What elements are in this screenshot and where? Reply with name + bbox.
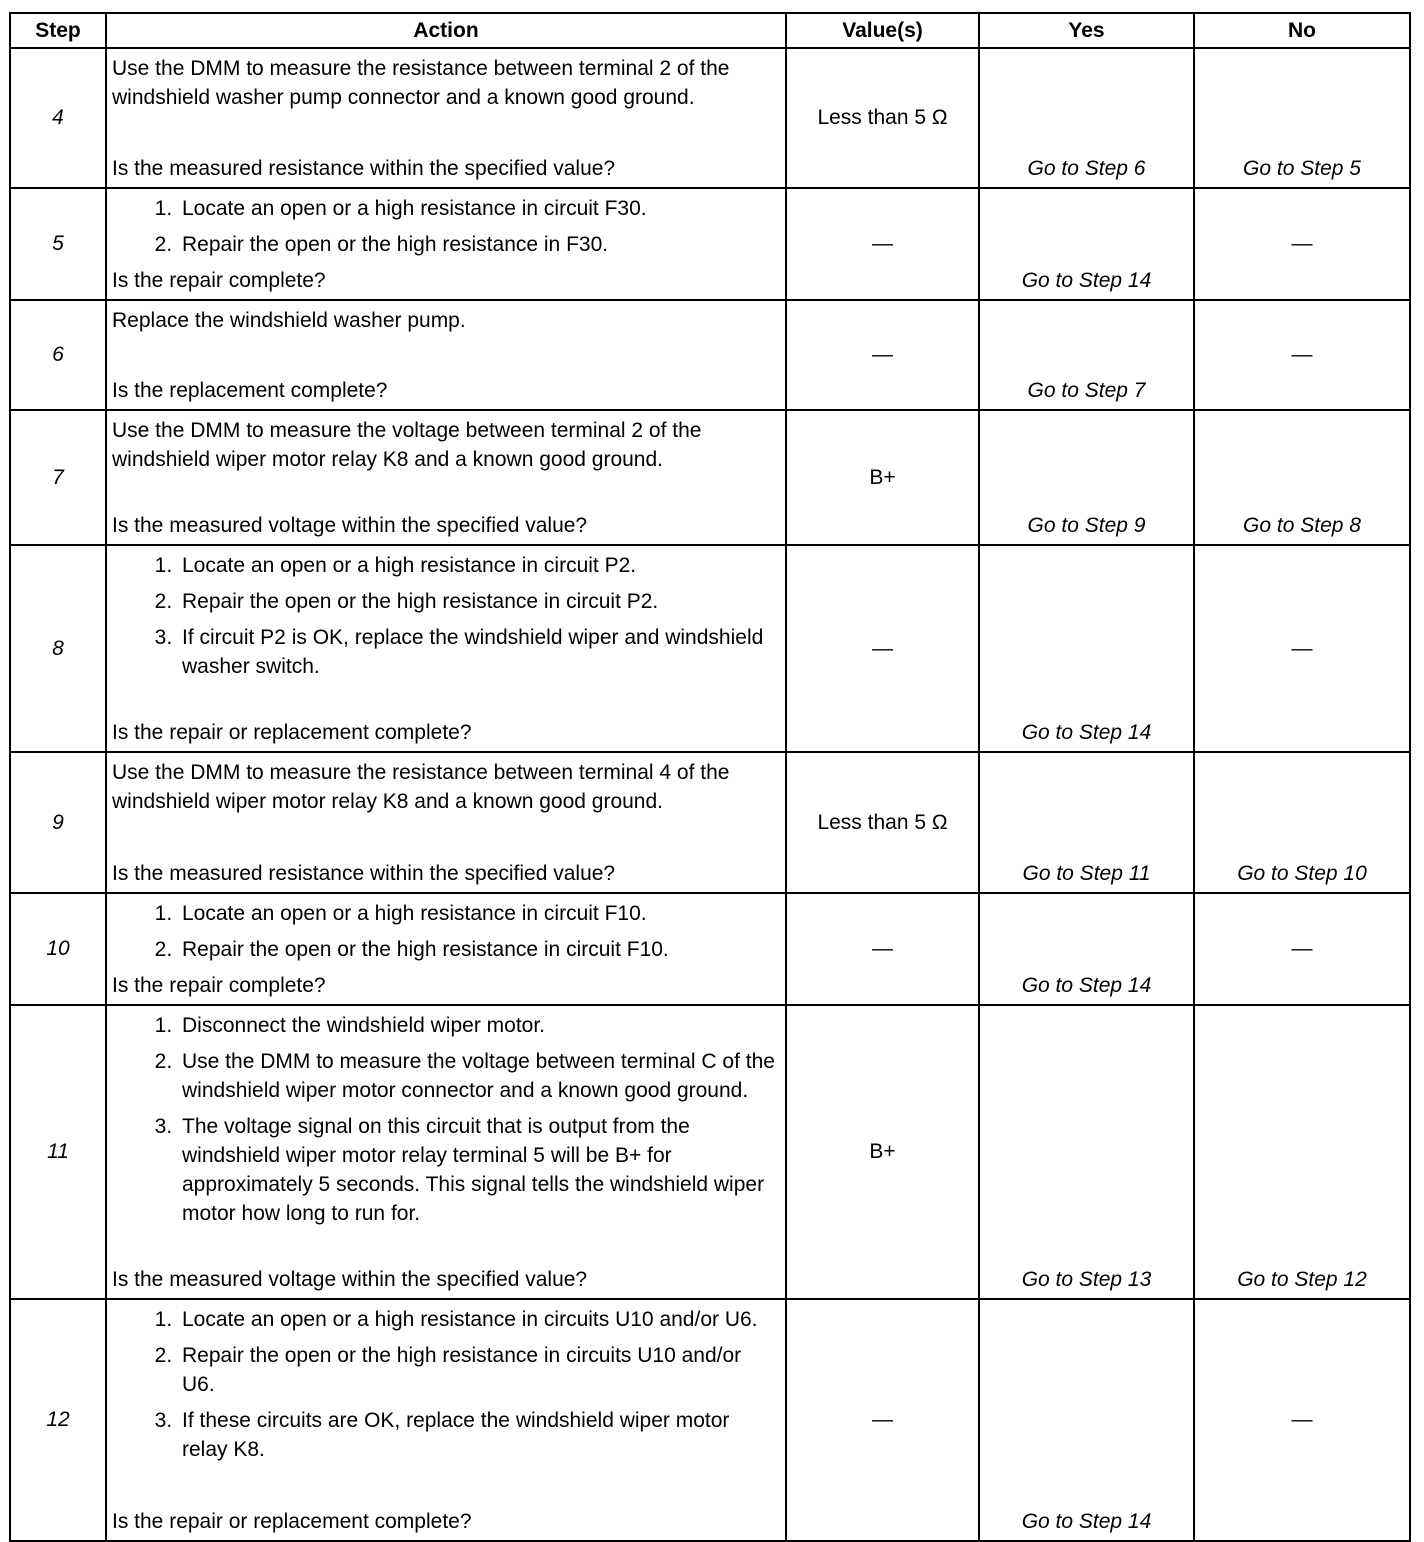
value-cell: — (786, 1299, 979, 1541)
action-steps-list (112, 1305, 777, 1471)
yes-cell: Go to Step 14 (979, 545, 1194, 752)
action-question: Is the measured voltage within the specified value? (112, 514, 588, 537)
action-question: Is the replacement complete? (112, 379, 388, 402)
table-row (10, 893, 1410, 1005)
table-row (10, 410, 1410, 545)
table-row (10, 752, 1410, 893)
yes-cell: Go to Step 6 (979, 48, 1194, 188)
action-text: Use the DMM to measure the resistance between terminal 2 of the windshield washer pump connector and a known good ground. (112, 57, 730, 109)
action-cell (106, 300, 786, 410)
step-number: 10 (10, 893, 106, 1005)
action-steps-list (112, 1011, 777, 1235)
table-row (10, 1299, 1410, 1541)
step-number: 6 (10, 300, 106, 410)
action-step-item: 1. Locate an open or a high resistance in circuits U10 and/or U6. (178, 1305, 777, 1334)
no-cell: — (1194, 188, 1410, 300)
action-cell (106, 752, 786, 893)
yes-cell: Go to Step 9 (979, 410, 1194, 545)
no-cell: — (1194, 545, 1410, 752)
header-action: Action (106, 13, 786, 48)
action-step-item: 3. The voltage signal on this circuit that is output from the windshield wiper motor relay terminal 5 will be B+ for approximately 5 seconds. This signal tells the windshield wiper motor how long to run for. (178, 1112, 777, 1228)
action-step-item: 3. If circuit P2 is OK, replace the windshield wiper and windshield washer switch. (178, 623, 777, 681)
no-cell: — (1194, 893, 1410, 1005)
step-number: 5 (10, 188, 106, 300)
action-step-item: 2. Repair the open or the high resistance in circuits U10 and/or U6. (178, 1341, 777, 1399)
yes-cell: Go to Step 13 (979, 1005, 1194, 1299)
action-question: Is the measured voltage within the specified value? (112, 1268, 588, 1291)
action-step-item: 2. Repair the open or the high resistance in circuit F10. (178, 935, 777, 964)
diagnostic-table (9, 12, 1411, 1542)
no-cell: Go to Step 12 (1194, 1005, 1410, 1299)
action-step-item: 1. Locate an open or a high resistance in circuit F30. (178, 194, 777, 223)
step-number: 4 (10, 48, 106, 188)
step-number: 7 (10, 410, 106, 545)
step-number: 11 (10, 1005, 106, 1299)
action-steps-list (112, 194, 777, 266)
value-cell: — (786, 300, 979, 410)
table-row (10, 1005, 1410, 1299)
value-cell: B+ (786, 1005, 979, 1299)
action-question: Is the repair complete? (112, 974, 326, 997)
action-cell (106, 410, 786, 545)
action-step-item: 1. Locate an open or a high resistance in circuit F10. (178, 899, 777, 928)
yes-cell: Go to Step 11 (979, 752, 1194, 893)
value-cell: Less than 5 Ω (786, 752, 979, 893)
value-cell: B+ (786, 410, 979, 545)
action-step-item: 1. Locate an open or a high resistance in circuit P2. (178, 551, 777, 580)
no-cell: Go to Step 8 (1194, 410, 1410, 545)
header-no: No (1194, 13, 1410, 48)
action-question: Is the measured resistance within the specified value? (112, 157, 616, 180)
action-text: Replace the windshield washer pump. (112, 309, 466, 332)
no-cell: Go to Step 10 (1194, 752, 1410, 893)
no-cell: — (1194, 300, 1410, 410)
action-steps-list (112, 551, 777, 688)
step-number: 8 (10, 545, 106, 752)
yes-cell: Go to Step 14 (979, 1299, 1194, 1541)
action-text: Use the DMM to measure the voltage between terminal 2 of the windshield wiper motor relay K8 and a known good ground. (112, 419, 702, 471)
table-row (10, 188, 1410, 300)
action-steps-list (112, 899, 777, 971)
action-question: Is the measured resistance within the specified value? (112, 862, 616, 885)
action-text: Use the DMM to measure the resistance between terminal 4 of the windshield wiper motor relay K8 and a known good ground. (112, 761, 730, 813)
action-cell (106, 188, 786, 300)
header-yes: Yes (979, 13, 1194, 48)
header-row (10, 13, 1410, 48)
action-cell (106, 48, 786, 188)
action-cell (106, 545, 786, 752)
step-number: 9 (10, 752, 106, 893)
action-question: Is the repair or replacement complete? (112, 721, 472, 744)
step-number: 12 (10, 1299, 106, 1541)
header-step: Step (10, 13, 106, 48)
yes-cell: Go to Step 14 (979, 893, 1194, 1005)
action-cell (106, 1299, 786, 1541)
table-row (10, 545, 1410, 752)
value-cell: Less than 5 Ω (786, 48, 979, 188)
no-cell: Go to Step 5 (1194, 48, 1410, 188)
no-cell: — (1194, 1299, 1410, 1541)
action-cell (106, 893, 786, 1005)
value-cell: — (786, 188, 979, 300)
action-cell (106, 1005, 786, 1299)
action-step-item: 2. Repair the open or the high resistance in circuit P2. (178, 587, 777, 616)
action-step-item: 2. Use the DMM to measure the voltage between terminal C of the windshield wiper motor connector and a known good ground. (178, 1047, 777, 1105)
yes-cell: Go to Step 14 (979, 188, 1194, 300)
header-values: Value(s) (786, 13, 979, 48)
action-step-item: 2. Repair the open or the high resistance in F30. (178, 230, 777, 259)
yes-cell: Go to Step 7 (979, 300, 1194, 410)
table-row (10, 48, 1410, 188)
action-question: Is the repair complete? (112, 269, 326, 292)
action-step-item: 1. Disconnect the windshield wiper motor. (178, 1011, 777, 1040)
table-row (10, 300, 1410, 410)
value-cell: — (786, 545, 979, 752)
action-step-item: 3. If these circuits are OK, replace the windshield wiper motor relay K8. (178, 1406, 777, 1464)
action-question: Is the repair or replacement complete? (112, 1510, 472, 1533)
value-cell: — (786, 893, 979, 1005)
